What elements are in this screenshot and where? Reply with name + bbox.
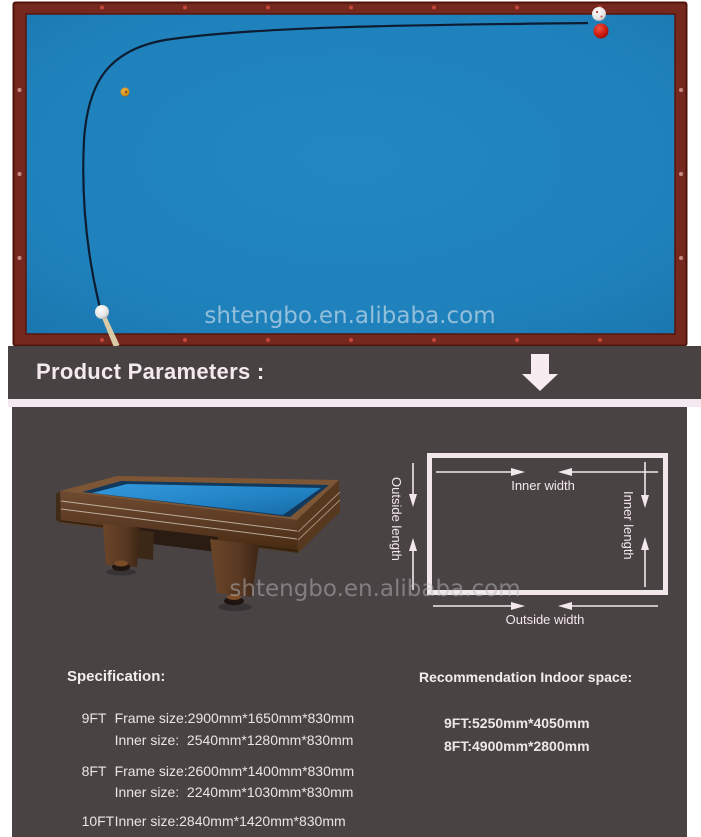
- pool-table-photo: [40, 420, 360, 650]
- dimension-diagram: [390, 445, 690, 640]
- down-arrow-icon: [522, 374, 558, 391]
- watermark-text: shtengbo.en.alibaba.com: [204, 303, 496, 329]
- outside-length-label: Outside length: [389, 477, 404, 561]
- spec-size-prefix: 10FT: [81, 813, 115, 829]
- red-ball: [594, 24, 609, 39]
- watermark-text: shtengbo.en.alibaba.com: [229, 576, 521, 602]
- spec-text: Inner size:2840mm*1420mm*830mm: [114, 813, 346, 829]
- inner-length-label: Inner length: [621, 491, 636, 560]
- cue-ball-top: [592, 7, 606, 21]
- spec-text: Frame size:2900mm*1650mm*830mm: [114, 710, 355, 726]
- spec-line: [66, 797, 346, 837]
- recommendation-item: 8FT:4900mm*2800mm: [444, 738, 590, 754]
- cue-ball-dot: [601, 16, 603, 18]
- specification-heading: Specification:: [67, 668, 166, 685]
- yellow-ball-spot: [125, 91, 127, 93]
- section-title: Product Parameters :: [36, 359, 265, 384]
- table-cloth: [26, 14, 675, 334]
- spec-size-prefix: 8FT: [81, 763, 107, 779]
- billiard-table-illustration: [0, 0, 701, 347]
- recommendation-heading: Recommendation Indoor space:: [419, 669, 633, 685]
- table-leg: [210, 539, 259, 597]
- down-arrow-icon: [531, 354, 549, 375]
- spec-text: Inner size: 2540mm*1280mm*830mm: [114, 732, 354, 748]
- inner-width-label: Inner width: [511, 478, 575, 493]
- spec-text: Inner size: 2240mm*1030mm*830mm: [114, 784, 354, 800]
- product-parameters-bar: [8, 346, 701, 399]
- cue-ball-dot: [596, 11, 598, 13]
- spec-text: Frame size:2600mm*1400mm*830mm: [114, 763, 355, 779]
- divider-strip: [8, 399, 701, 407]
- outside-width-label: Outside width: [505, 612, 585, 627]
- spec-size-prefix: 9FT: [81, 710, 107, 726]
- recommendation-item: 9FT:5250mm*4050mm: [444, 715, 590, 731]
- cue-ball-bottom: [95, 305, 109, 319]
